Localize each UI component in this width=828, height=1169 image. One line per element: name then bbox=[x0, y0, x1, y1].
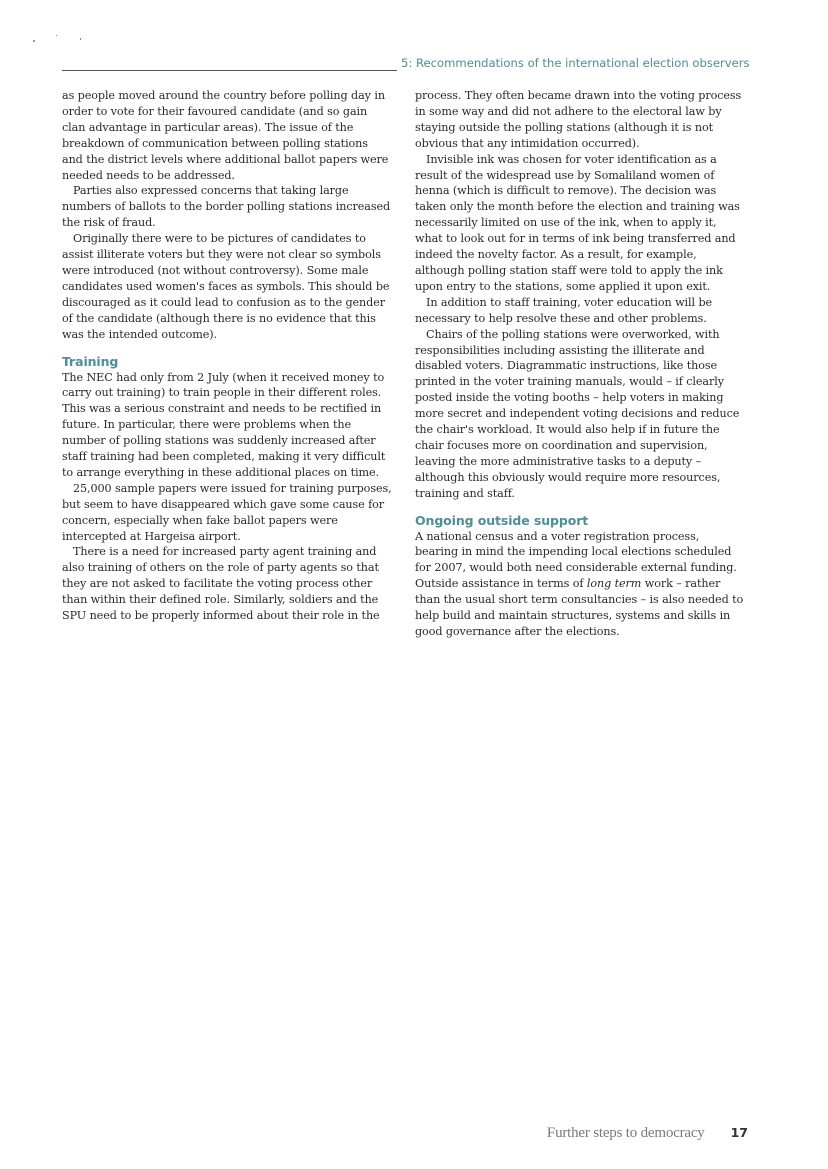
left-column bbox=[62, 88, 392, 624]
right-column bbox=[415, 88, 745, 640]
header-rule bbox=[62, 70, 397, 71]
paragraph: Chairs of the polling stations were overworked, with responsibilities including assisting the illiterate and disabled voters. Diagrammatic instructions, like those printed in the voter training manuals, would – if clearly posted inside the voting booths – help voters in making more secret and independent voting decisions and reduce the chair's workload. It would also help if in future the chair focuses more on coordination and supervision, leaving the more administrative tasks to a deputy – although this obviously would require more resources, training and staff. bbox=[415, 327, 740, 500]
footer-title: Further steps to democracy bbox=[546, 1125, 705, 1141]
paragraph bbox=[415, 529, 745, 640]
page-number: 17 bbox=[730, 1125, 748, 1140]
paragraph: In addition to staff training, voter education will be necessary to help resolve these and other problems. bbox=[415, 295, 713, 325]
page-footer bbox=[500, 1122, 748, 1142]
paragraph: Parties also expressed concerns that taking large numbers of ballots to the border polling stations increased the risk of fraud. bbox=[62, 184, 391, 230]
scan-speck bbox=[80, 38, 81, 40]
scan-speck bbox=[33, 40, 35, 42]
section-heading-ongoing-support: Ongoing outside support bbox=[415, 512, 589, 528]
paragraph: 25,000 sample papers were issued for training purposes, but seem to have disappeared which gave some cause for concern, especially when fake ballot papers were intercepted at Hargeisa airport. bbox=[62, 481, 392, 543]
section-heading-training: Training bbox=[62, 353, 119, 369]
paragraph: Invisible ink was chosen for voter identification as a result of the widespread use by Somaliland women of henna (which is difficult to remove). The decision was taken only the month before the election and training was necessarily limited on use of the ink, when to apply it, what to look out for in terms of ink being transferred and indeed the novelty factor. As a result, for example, although polling station staff were told to apply the ink upon entry to the stations, some applied it upon exit. bbox=[415, 152, 740, 293]
paragraph: process. They often became drawn into the voting process in some way and did not adhere to the electoral law by staying outside the polling stations (although it is not obvious that any intimidation occurred). bbox=[415, 89, 742, 150]
paragraph: as people moved around the country before polling day in order to vote for their favoured candidate (and so gain clan advantage in particular areas). The issue of the breakdown of communication between polling stations and the district levels where additional ballot papers were needed needs to be addressed. bbox=[62, 89, 389, 182]
scan-speck bbox=[56, 35, 57, 36]
paragraph: There is a need for increased party agent training and also training of others on the role of party agents so that they are not asked to facilitate the voting process other than within their defined role. Similarly, soldiers and the SPU need to be properly informed about their role in the bbox=[62, 545, 380, 623]
text-run: work – rather than the usual short term consultancies – is also needed to help build and maintain structures, systems and skills in good governance after the elections. bbox=[415, 577, 744, 638]
paragraph: The NEC had only from 2 July (when it received money to carry out training) to train people in their different roles. This was a serious constraint and needs to be rectified in future. In particular, there were problems when the number of polling stations was suddenly increased after staff training had been completed, making it very difficult to arrange everything in these additional places on time. bbox=[62, 370, 386, 479]
text-run: A national census and a voter registration process, bearing in mind the impending local elections scheduled for 2007, would both need considerable external funding. Outside assistance in terms of bbox=[415, 529, 737, 591]
paragraph: Originally there were to be pictures of candidates to assist illiterate voters but they were not clear so symbols were introduced (not without controversy). Some male candidates used women's faces as symbols. This should be discouraged as it could lead to confusion as to the gender of the candidate (although there is no evidence that this was the intended outcome). bbox=[62, 232, 390, 341]
emphasis-text: long term bbox=[586, 577, 642, 591]
running-head: 5: Recommendations of the international election observers bbox=[401, 56, 750, 70]
